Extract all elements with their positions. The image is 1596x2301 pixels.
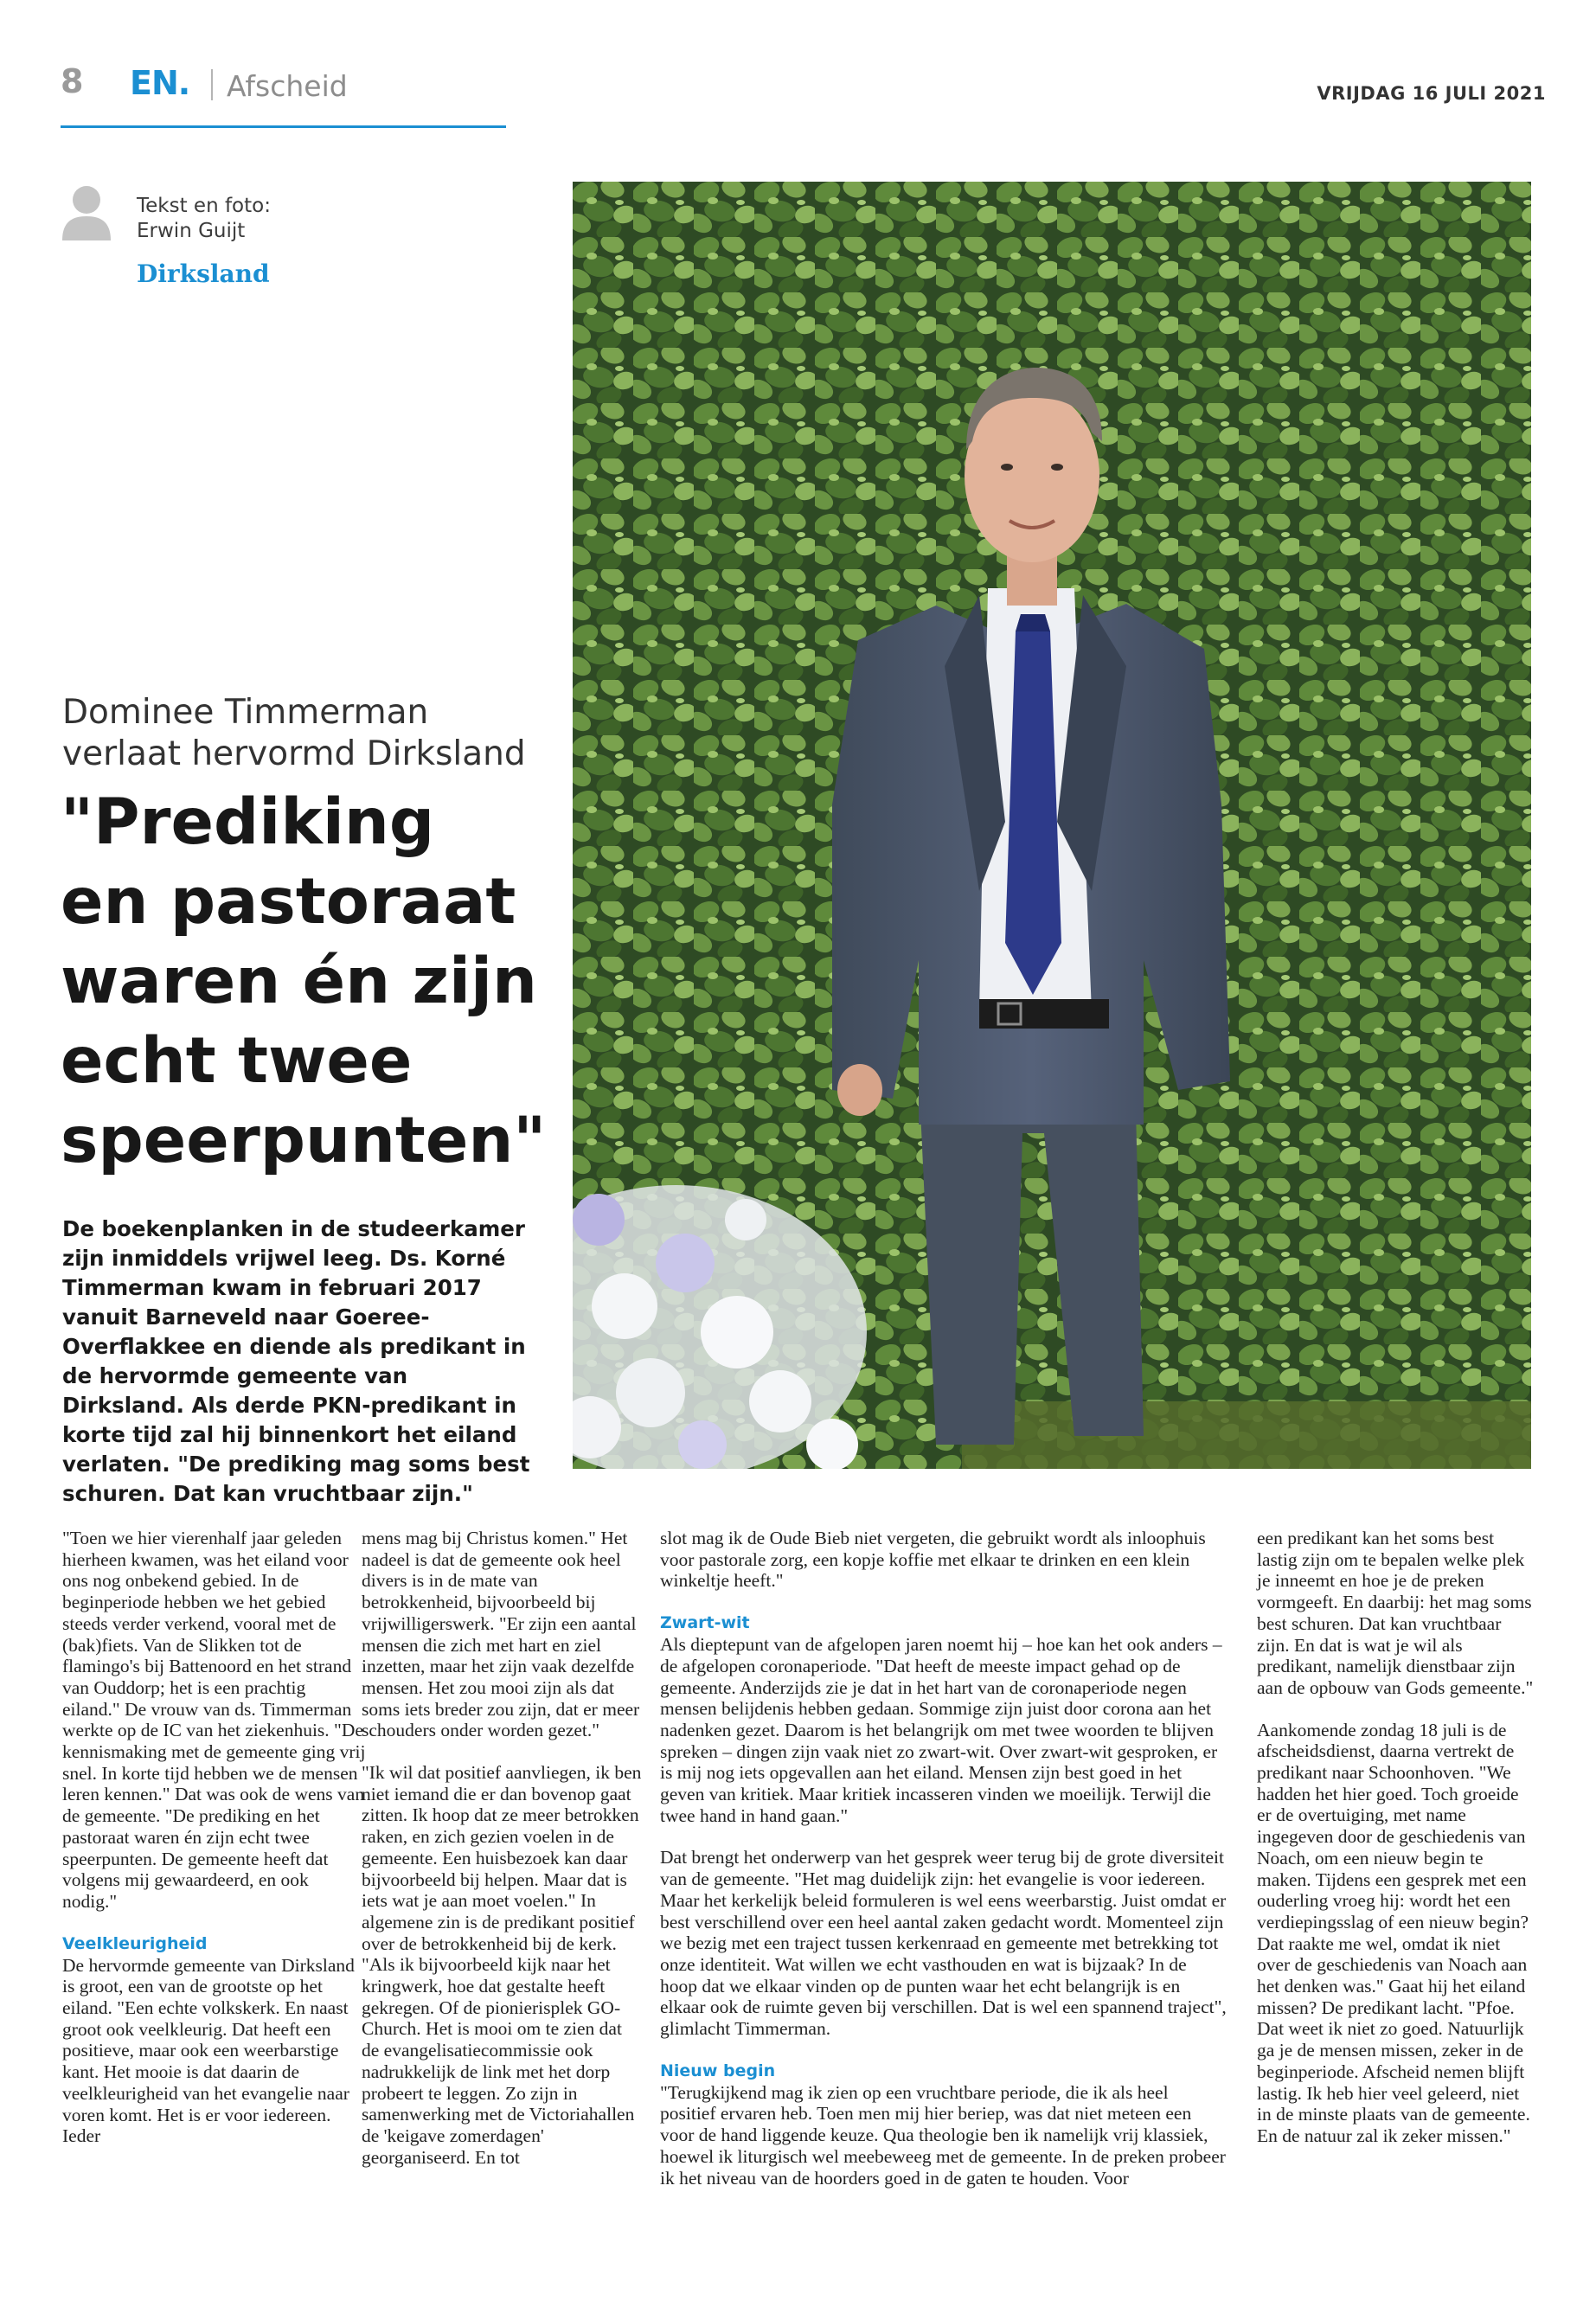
- byline: [137, 194, 271, 244]
- paragraph: mens mag bij Christus komen." Het nadeel is dat de gemeente ook heel divers is in de mate van betrokkenheid, bijvoorbeeld bij vrijwilligerswerk. "Er zijn een aantal mensen die zich met hart en ziel inzetten, maar het zijn vaak dezelfde mensen. Het zou mooi zijn als dat soms iets breder zou zijn, dat er meer schouders onder worden gezet.": [362, 1528, 640, 1741]
- article-lead: De boekenplanken in de studeerkamer zijn inmiddels vrijwel leeg. Ds. Korné Timmerman kwam in februari 2017 vanuit Barneveld naar Goeree-Overflakkee en diende als predikant in de hervormde gemeente van Dirksland. Als derde PKN-predikant in korte tijd zal hij binnenkort het eiland verlaten. "De prediking mag soms best schuren. Dat kan vruchtbaar zijn.": [62, 1216, 530, 1506]
- article-kicker: [62, 692, 555, 775]
- body-column-1: [62, 1528, 367, 2147]
- subheading: Veelkleurigheid: [62, 1933, 208, 1953]
- header-rule: [61, 125, 506, 128]
- subheading: Nieuw begin: [660, 2061, 776, 2080]
- headline-line: waren én zijn: [61, 945, 537, 1018]
- paragraph: "Terugkijkend mag ik zien op een vruchtbare periode, die ik als heel positief ervaren heb. Toen men mij hier beriep, was dat niet meteen een voor de hand liggende keuze. Qua theologie ben ik namelijk vrij klassiek, hoewel ik liturgisch wel meebeweeg met de gemeente. In de preken probeer ik het niveau van de hoorders goed in de gaten te houden. Voor: [660, 2081, 1226, 2189]
- page-number: 8: [61, 62, 84, 100]
- article-headline: [61, 783, 571, 1181]
- headline-line: speerpunten": [61, 1104, 547, 1177]
- body-column-4: [1257, 1528, 1535, 2147]
- subheading: Zwart-wit: [660, 1613, 750, 1633]
- publication-logo: EN.: [130, 64, 190, 102]
- paragraph: Als dieptepunt van de afgelopen jaren noemt hij – hoe kan het ook anders – de afgelopen coronaperiode. "Dat heeft de meeste impact gehad op de gemeente. Anderzijds zie je dat in het hart van de coronaperiode negen mensen belijdenis hebben gedaan. Sommige zijn juist door corona aan het nadenken gezet. Daarom is het belangrijk om met twee woorden te blijven spreken – dingen zijn vaak niet zo zwart-wit. Over zwart-wit gesproken, er is mij nog iets opgevallen aan het eiland. Mensen zijn best goed in het geven van kritiek. Maar kritiek incasseren vinden we moeilijk. Terwijl die twee hand in hand gaan.": [660, 1634, 1222, 1826]
- body-column-3: [660, 1528, 1227, 2189]
- headline-line: echt twee: [61, 1024, 413, 1098]
- paragraph: Dat brengt het onderwerp van het gesprek weer terug bij de grote diversiteit van de gemeente. "Het mag duidelijk zijn: het evangelie is voor iedereen. Maar het kerkelijk beleid formuleren is wel eens weerbarstig. Juist omdat er best verschillend over een heel aantal zaken gedacht wordt. Momenteel zijn we bezig met een traject tussen kerkenraad en gemeente met betrekking tot onze identiteit. Wat willen we echt vasthouden en wat is bijzaak? In de hoop dat we elkaar vinden op de punten waar het echt belangrijk is en elkaar ook de ruimte geven bij verschillen. Dat is wel een spannend traject", glimlacht Timmerman.: [660, 1847, 1227, 2040]
- kicker-line: verlaat hervormd Dirksland: [62, 734, 526, 773]
- paragraph: "Ik wil dat positief aanvliegen, ik ben niet iemand die er dan bovenop gaat zitten. Ik hoop dat ze meer betrokken raken, en zich gezien voelen in de gemeente. Een huisbezoek kan daar bijvoorbeeld bij helpen. Maar dat is iets wat je aan moet voelen." In algemene zin is de predikant positief over de betrokkenheid bij de kerk. "Als ik bijvoorbeeld kijk naar het kringwerk, hoe dat gestalte heeft gekregen. Of de pionierisplek GO-Church. Het is mooi om te zien dat de evangelisatiecommissie ook nadrukkelijk de link met het dorp probeert te leggen. Zo zijn in samenwerking met de Victoriahallen de 'keigave zomerdagen' georganiseerd. En tot: [362, 1762, 642, 2168]
- headline-line: "Prediking: [61, 785, 435, 859]
- paragraph: een predikant kan het soms best lastig zijn om te bepalen welke plek je inneemt en hoe je de preken vormgeeft. En daarbij: het mag soms best schuren. Dat kan vruchtbaar zijn. En dat is wat je wil als predikant, namelijk dienstbaar zijn aan de opbouw van Gods gemeente.": [1257, 1528, 1534, 1698]
- header-divider: [211, 69, 213, 100]
- byline-author: Erwin Guijt: [137, 220, 246, 242]
- dateline-location: Dirksland: [137, 260, 270, 288]
- paragraph: "Toen we hier vierenhalf jaar geleden hierheen kwamen, was het eiland voor ons nog onbekend gebied. In de beginperiode hebben we het gebied steeds verder verkend, vooral met de (bak)fiets. Van de Slikken tot de flamingo's bij Battenoord en het strand van Ouddorp; het is een prachtig eiland." De vrouw van ds. Timmerman werkte op de IC van het ziekenhuis. "De kennismaking met de gemeente ging vrij snel. In korte tijd hebben we de mensen leren kennen." Dat was ook de wens van de gemeente. "De prediking en het pastoraat waren én zijn echt twee speerpunten. De gemeente heeft dat volgens mij gewaardeerd, en ook nodig.": [62, 1528, 366, 1912]
- author-avatar-icon: [61, 183, 112, 240]
- body-column-2: [362, 1528, 643, 2168]
- issue-date: VRIJDAG 16 JULI 2021: [1317, 83, 1546, 104]
- article-photo: [573, 182, 1531, 1469]
- byline-label: Tekst en foto:: [137, 195, 271, 217]
- paragraph: Aankomende zondag 18 juli is de afscheidsdienst, daarna vertrekt de predikant naar Schoonhoven. "We hadden het hier goed. Toch groeide er de overtuiging, met name ingegeven door de geschiedenis van Noach, om een nieuw begin te maken. Tijdens een gesprek met een ouderling vroeg hij: wordt het een verdiepingsslag of een nieuw begin? Dat raakte me wel, omdat ik niet over de geschiedenis van Noach aan het denken was." Gaat hij het eiland missen? De predikant lacht. "Pfoe. Dat weet ik niet zo goed. Natuurlijk ga je de mensen missen, zeker in de beginperiode. Afscheid nemen blijft lastig. Ik heb hier veel geleerd, niet in de minste plaats van de gemeente. En de natuur zal ik zeker missen.": [1257, 1719, 1530, 2146]
- headline-line: en pastoraat: [61, 865, 516, 939]
- kicker-line: Dominee Timmerman: [62, 693, 429, 732]
- section-label: Afscheid: [227, 69, 348, 103]
- paragraph: slot mag ik de Oude Bieb niet vergeten, die gebruikt wordt als inloophuis voor pastorale zorg, een kopje koffie met elkaar te drinken en een klein winkeltje heeft.": [660, 1528, 1206, 1592]
- paragraph: De hervormde gemeente van Dirksland is groot, een van de grootste op het eiland. "Een echte volkskerk. En naast groot ook veelkleurig. Dat heeft een positieve, maar ook een weerbarstige kant. Het mooie is dat daarin de veelkleurigheid van het evangelie naar voren komt. Het is er voor iedereen. Ieder: [62, 1954, 355, 2147]
